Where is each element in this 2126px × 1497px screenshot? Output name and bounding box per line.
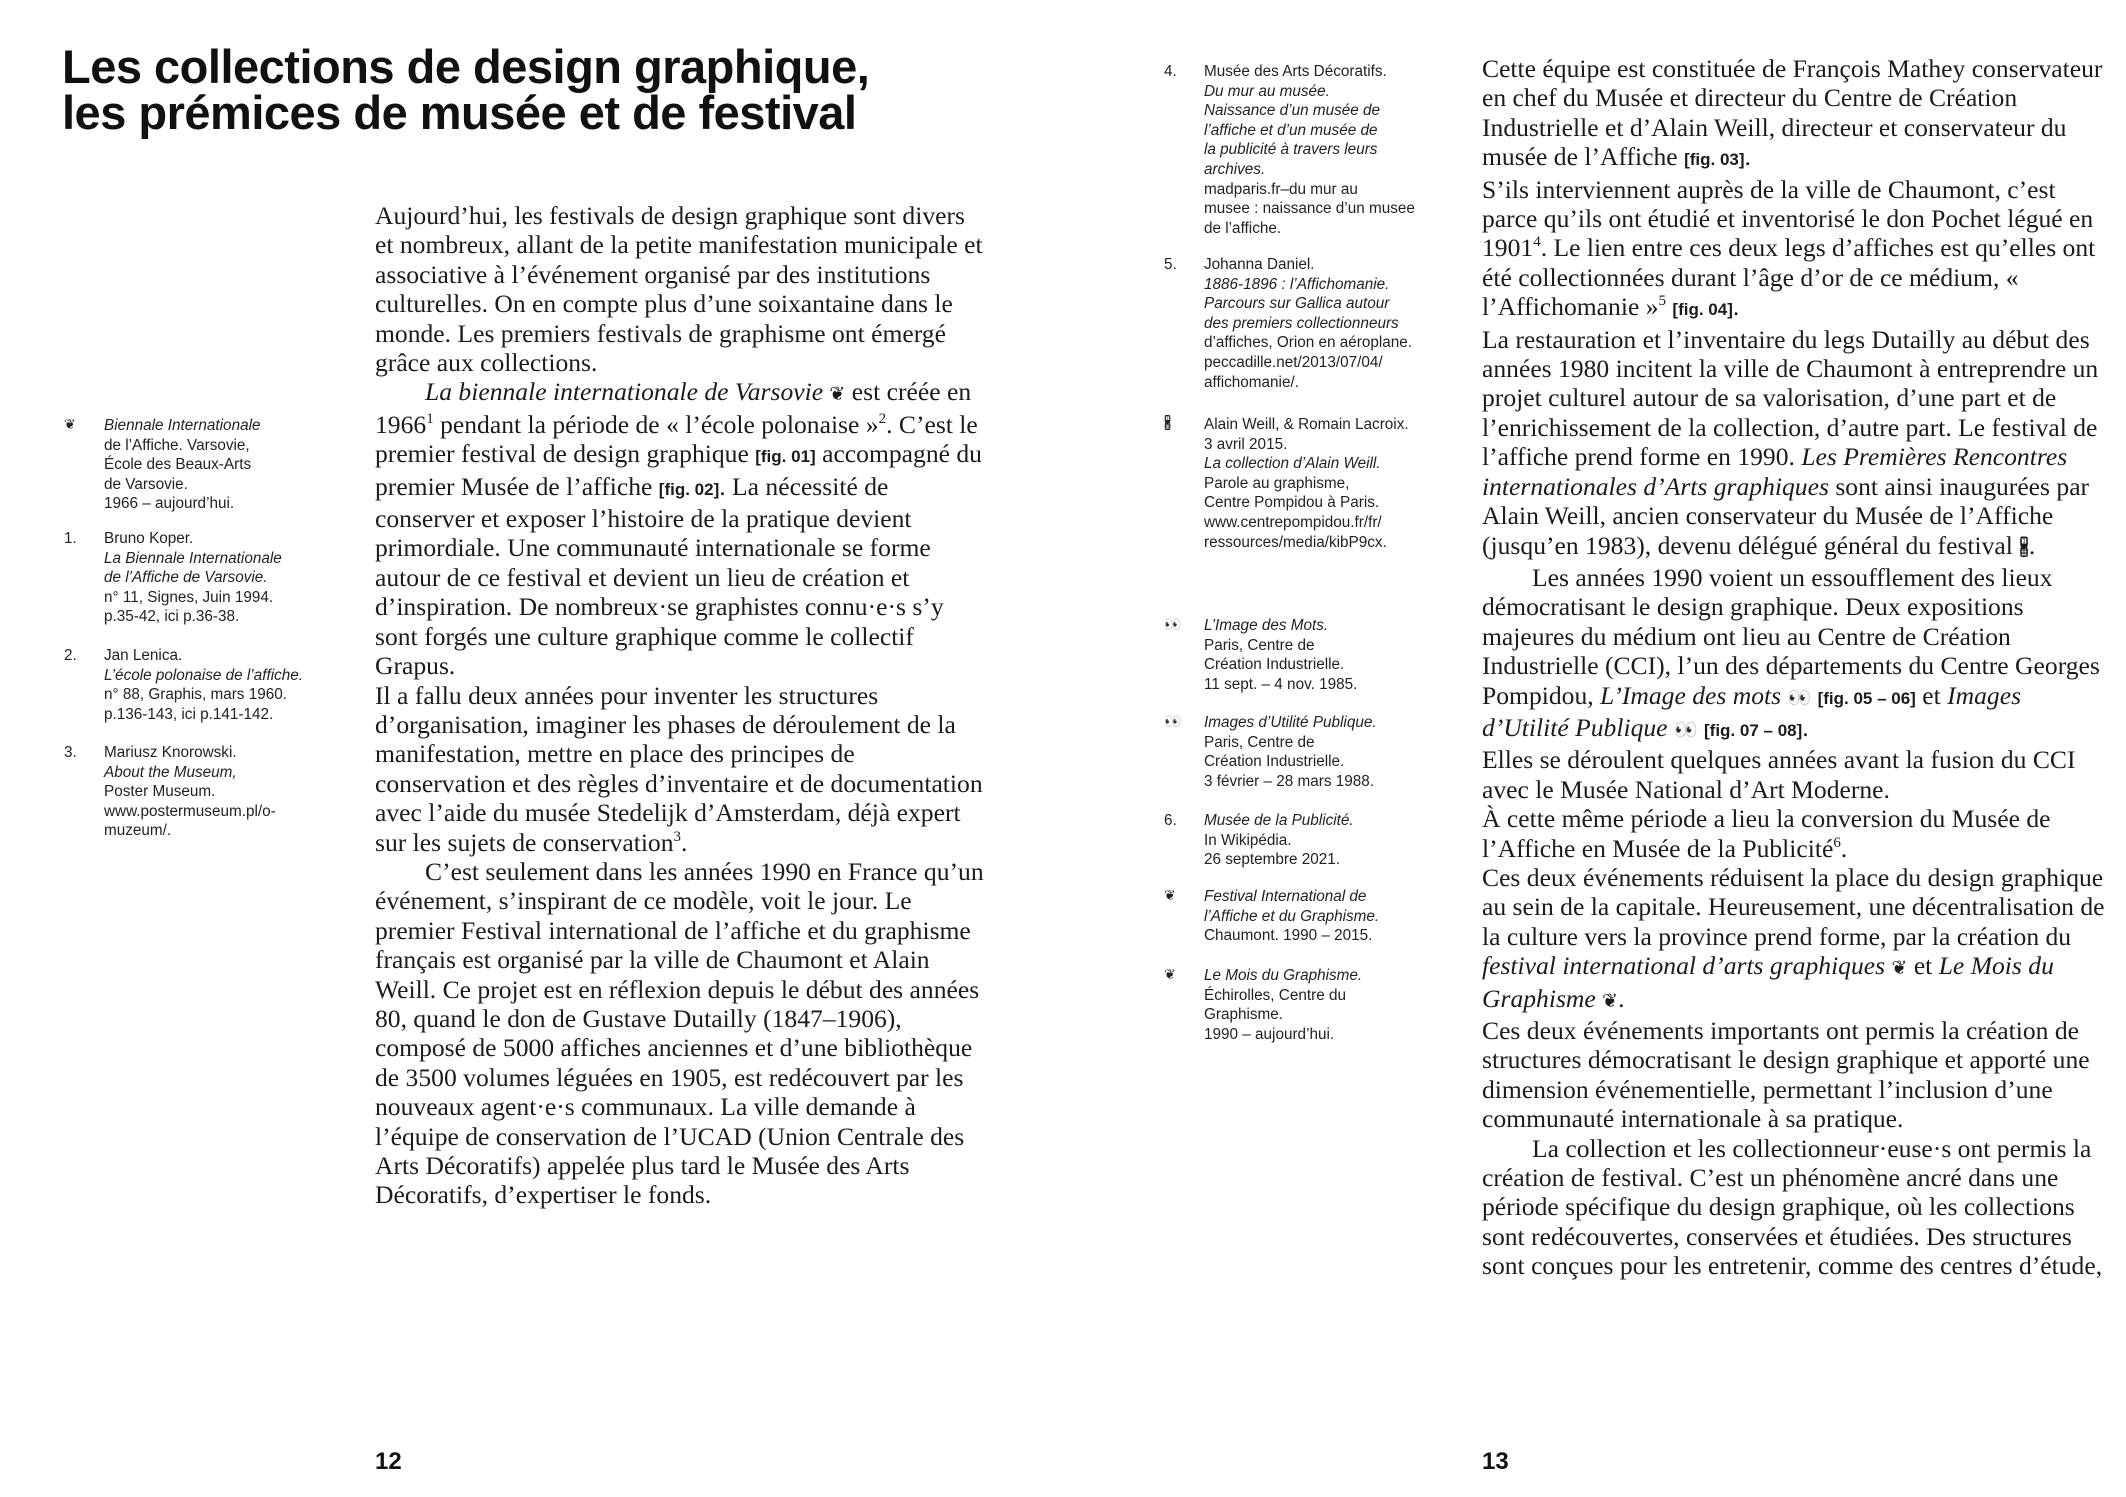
paragraph: C’est seulement dans les années 1990 en France qu’un événement, s’inspirant de ce modèle, voit le jour. Le premier Festival international de l’affiche et du graphisme français est organisé par la ville de Chaumont et Alain Weill. Ce projet est en réflexion depuis le début des années 80, quand le don de Gustave Dutailly (1847–1906), composé de 5000 affiches anciennes et d’une bibliothèque de 3500 volumes léguées en 1905, est redécouvert par les nouveaux agent·e·s communaux. La ville demande à l’équipe de conservation de l’UCAD (Union Centrale des Arts Décoratifs) appelée plus tard le Musée des Arts Décoratifs, d’expertiser le fonds. [375, 856, 984, 1210]
note-line: ressources/media/kibP9cx. [1204, 533, 1387, 551]
page-title [62, 40, 962, 139]
note-line: p.35-42, ici p.36-38. [104, 608, 240, 626]
note-line: de l’Affiche. Varsovie, [104, 436, 250, 454]
paragraph: Les années 1990 voient un essoufflement des lieux démocratisant le design graphique. Deux expositions majeures du médium ont lieu au Centre de Création Industrielle (CCI), l’un des départements du Centre Georges Pompidou, L’Image des mots 👀 [fig. 05 – 06] et Images d’Utilité Publique 👀 [fig. 07 – 08]. [1482, 562, 2100, 742]
note-line: 1990 – aujourd’hui. [1204, 1025, 1335, 1043]
note-line: Le Mois du Graphisme. [1204, 967, 1363, 984]
note-line: Images d’Utilité Publique. [1204, 714, 1377, 731]
note-number: 3. [64, 744, 77, 761]
figure-reference: [fig. 07 – 08] [1704, 720, 1803, 740]
note-line: Musée de la Publicité. [1204, 812, 1354, 829]
note-line: La Biennale Internationale [104, 549, 282, 567]
figure-reference: [fig. 02] [658, 479, 720, 499]
flower-icon: ❦ [1891, 957, 1908, 980]
note-glyph-icon: ❦ [1164, 888, 1176, 904]
note-line: 3 février – 28 mars 1988. [1204, 772, 1375, 790]
note-text [104, 529, 374, 627]
note-line: About the Museum, [104, 763, 237, 781]
paragraph: Il a fallu deux années pour inventer les structures d’organisation, imaginer les phases de déroulement de la manifestation, mettre en place des principes de conservation et des règles d’inventaire et de documentation avec l’aide du musée Stedelijk d’Amsterdam, déjà expert sur les sujets de conservation$^3$. [375, 680, 983, 857]
note-line: Paris, Centre de [1204, 733, 1315, 751]
note-glyph-icon: 👀 [1164, 617, 1182, 633]
note-line: Centre Pompidou à Paris. [1204, 494, 1380, 512]
eyes-icon: 👀 [1673, 718, 1698, 741]
note-line: Échirolles, Centre du [1204, 986, 1346, 1004]
left-main-text [375, 201, 985, 1210]
note-text [1204, 713, 1474, 791]
figure-reference: [fig. 05 – 06] [1817, 688, 1916, 708]
note-line: 11 sept. – 4 nov. 1985. [1204, 675, 1358, 693]
note-text [1204, 811, 1474, 870]
note-line: l’Affiche et du Graphisme. [1204, 907, 1380, 925]
right-page [1063, 0, 2126, 1497]
note-line: d’affiches, Orion en aéroplane. [1204, 334, 1413, 352]
note-line: p.136-143, ici p.141-142. [104, 705, 274, 723]
note-number: 5. [1164, 256, 1177, 273]
paragraph: Cette équipe est constituée de François Mathey conservateur en chef du Musée et directeur du Centre de Création Industrielle et d’Alain Weill, directeur et conservateur du musée de l’Affiche [fig. 03]. [1482, 54, 2103, 172]
figure-reference: [fig. 01] [755, 447, 816, 467]
note-line: 1966 – aujourd’hui. [104, 495, 235, 513]
paragraph: Elles se déroulent quelques années avant la fusion du CCI avec le Musée National d’Art Moderne. [1482, 745, 2076, 804]
right-main-text [1482, 54, 2112, 1281]
note-line: Johanna Daniel. [1204, 256, 1315, 273]
note-line: L’école polonaise de l’affiche. [104, 666, 304, 684]
note-line: Bruno Koper. [104, 530, 194, 547]
paragraph: La restauration et l’inventaire du legs Dutailly au début des années 1980 incitent la ville de Chaumont à entreprendre un projet culturel autour de sa valorisation, d’une part et de l’enrichissement de la collection, d’autre part. Le festival de l’affiche prend forme en 1990. Les Premières Rencontres internationales d’Arts graphiques sont ainsi inaugurées par Alain Weill, ancien conservateur du Musée de l’Affiche (jusqu’en 1983), devenu délégué général du festival 🖁. [1482, 324, 2099, 560]
note-line: 3 avril 2015. [1204, 435, 1288, 453]
note-line: n° 11, Signes, Juin 1994. [104, 588, 274, 606]
title-line-2: les prémices de musée et de festival [62, 86, 857, 139]
note-line: 26 septembre 2021. [1204, 851, 1341, 869]
pin-icon: 🖁 [2019, 536, 2029, 559]
note-line: La collection d’Alain Weill. [1204, 455, 1381, 473]
note-line: www.centrepompidou.fr/fr/ [1204, 513, 1382, 531]
note-line: n° 88, Graphis, mars 1960. [104, 686, 287, 704]
flower-icon: ❦ [1602, 989, 1619, 1012]
note-line: la publicité à travers leurs [1204, 141, 1378, 159]
note-line: Mariusz Knorowski. [104, 744, 237, 761]
note-line: Alain Weill, & Romain Lacroix. [1204, 416, 1409, 433]
paragraph: La collection et les collectionneur·euse·s ont permis la création de festival. C’est un phénomène ancré dans une période spécifique du design graphique, où les collections sont redécouvertes, conservées et étudiées. Des structures sont conçues pour les entretenir, comme des centres d’étude, [1482, 1133, 2103, 1281]
note-line: Parole au graphisme, [1204, 474, 1350, 492]
note-number: 2. [64, 647, 77, 664]
note-line: de l’Affiche de Varsovie. [104, 569, 268, 587]
note-line: Festival International de [1204, 888, 1367, 905]
note-line: Naissance d’un musée de [1204, 102, 1381, 120]
note-text [1204, 415, 1474, 552]
page-number: 13 [1482, 1448, 1509, 1475]
note-line: de Varsovie. [104, 475, 188, 493]
note-line: affichomanie/. [1204, 373, 1299, 391]
note-line: l’affiche et d’un musée de [1204, 121, 1378, 139]
note-number: 6. [1164, 812, 1177, 829]
figure-reference: [fig. 03] [1684, 150, 1745, 170]
note-text [1204, 887, 1474, 946]
note-line: Poster Museum. [104, 783, 216, 801]
paragraph: À cette même période a lieu la conversion du Musée de l’Affiche en Musée de la Publicité$^6$. [1482, 804, 2051, 863]
note-line: madparis.fr–du mur au [1204, 180, 1358, 198]
note-line: 1886-1896 : l’Affichomanie. [1204, 275, 1390, 293]
figure-reference: [fig. 04] [1672, 300, 1733, 320]
note-text [1204, 255, 1474, 392]
note-glyph-icon: ❦ [64, 417, 76, 433]
note-line: Création Industrielle. [1204, 656, 1345, 674]
eyes-icon: 👀 [1787, 686, 1812, 709]
note-line: Du mur au musée. [1204, 82, 1330, 100]
paragraph: Ces deux événements réduisent la place du design graphique au sein de la capitale. Heureusement, une décentralisation de la culture vers la province prend forme, par la création du festival international d’arts graphiques ❦ et Le Mois du Graphisme ❦. [1482, 862, 2105, 1013]
note-line: archives. [1204, 160, 1266, 178]
note-line: musee : naissance d’un musee [1204, 200, 1415, 218]
note-line: Graphisme. [1204, 1006, 1284, 1024]
note-line: Biennale Internationale [104, 417, 261, 434]
note-line: Chaumont. 1990 – 2015. [1204, 927, 1373, 945]
note-line: École des Beaux-Arts [104, 456, 252, 474]
note-line: des premiers collectionneurs [1204, 314, 1399, 332]
note-text [1204, 966, 1474, 1044]
note-text [1204, 616, 1474, 694]
note-line: L’Image des Mots. [1204, 617, 1329, 634]
note-line: Jan Lenica. [104, 647, 183, 664]
note-line: Paris, Centre de [1204, 636, 1315, 654]
title-line-1: Les collections de design graphique, [62, 40, 870, 93]
note-glyph-icon: ❦ [1164, 967, 1176, 983]
note-line: muzeum/. [104, 822, 172, 840]
paragraph: S’ils interviennent auprès de la ville de Chaumont, c’est parce qu’ils ont étudié et inventorisé le don Pochet légué en 1901$^4$. Le lien entre ces deux legs d’affiches est qu’elles ont été collectionnées durant l’âge d’or de ce médium, « l’Affichomanie »$^5$ [fig. 04]. [1482, 174, 2096, 322]
note-glyph-icon: 👀 [1164, 714, 1182, 730]
note-text [104, 646, 374, 724]
note-text [1204, 62, 1474, 238]
note-line: In Wikipédia. [1204, 831, 1292, 849]
paragraph: Aujourd’hui, les festivals de design graphique sont divers et nombreux, allant de la petite manifestation municipale et associative à l’événement organisé par des institutions culturelles. On en compte plus d’une soixantaine dans le monde. Les premiers festivals de graphisme ont émergé grâce aux collections. [375, 201, 983, 378]
note-glyph-icon: 🖁 [1164, 416, 1172, 432]
note-line: peccadille.net/2013/07/04/ [1204, 353, 1383, 371]
note-line: www.postermuseum.pl/o- [104, 802, 276, 820]
note-line: Musée des Arts Décoratifs. [1204, 63, 1387, 80]
note-line: Création Industrielle. [1204, 753, 1345, 771]
paragraph: La biennale internationale de Varsovie ❦ est créée en 1966$^1$ pendant la période de « l’école polonaise »$^2$. C’est le premier festival de design graphique [fig. 01] accompagné du premier Musée de l’affiche [fig. 02]. La nécessité de conserver et exposer l’histoire de la pratique devient primordiale. Une communauté internationale se forme autour de ce festival et devient un lieu de création et d’inspiration. De nombreux·se graphistes connu·e·s s’y sont forgés une culture graphique comme le collectif Grapus. [375, 377, 982, 681]
note-number: 4. [1164, 63, 1177, 80]
page-number: 12 [375, 1448, 402, 1475]
note-line: Parcours sur Gallica autour [1204, 295, 1390, 313]
note-line: de l’affiche. [1204, 219, 1282, 237]
paragraph: Ces deux événements importants ont permis la création de structures démocratisant le design graphique et apporté une dimension événementielle, permettant l’inclusion d’une communauté internationale à sa pratique. [1482, 1016, 2090, 1134]
flower-icon: ❦ [829, 383, 846, 406]
note-text [104, 416, 374, 514]
note-text [104, 743, 374, 841]
note-number: 1. [64, 530, 77, 547]
